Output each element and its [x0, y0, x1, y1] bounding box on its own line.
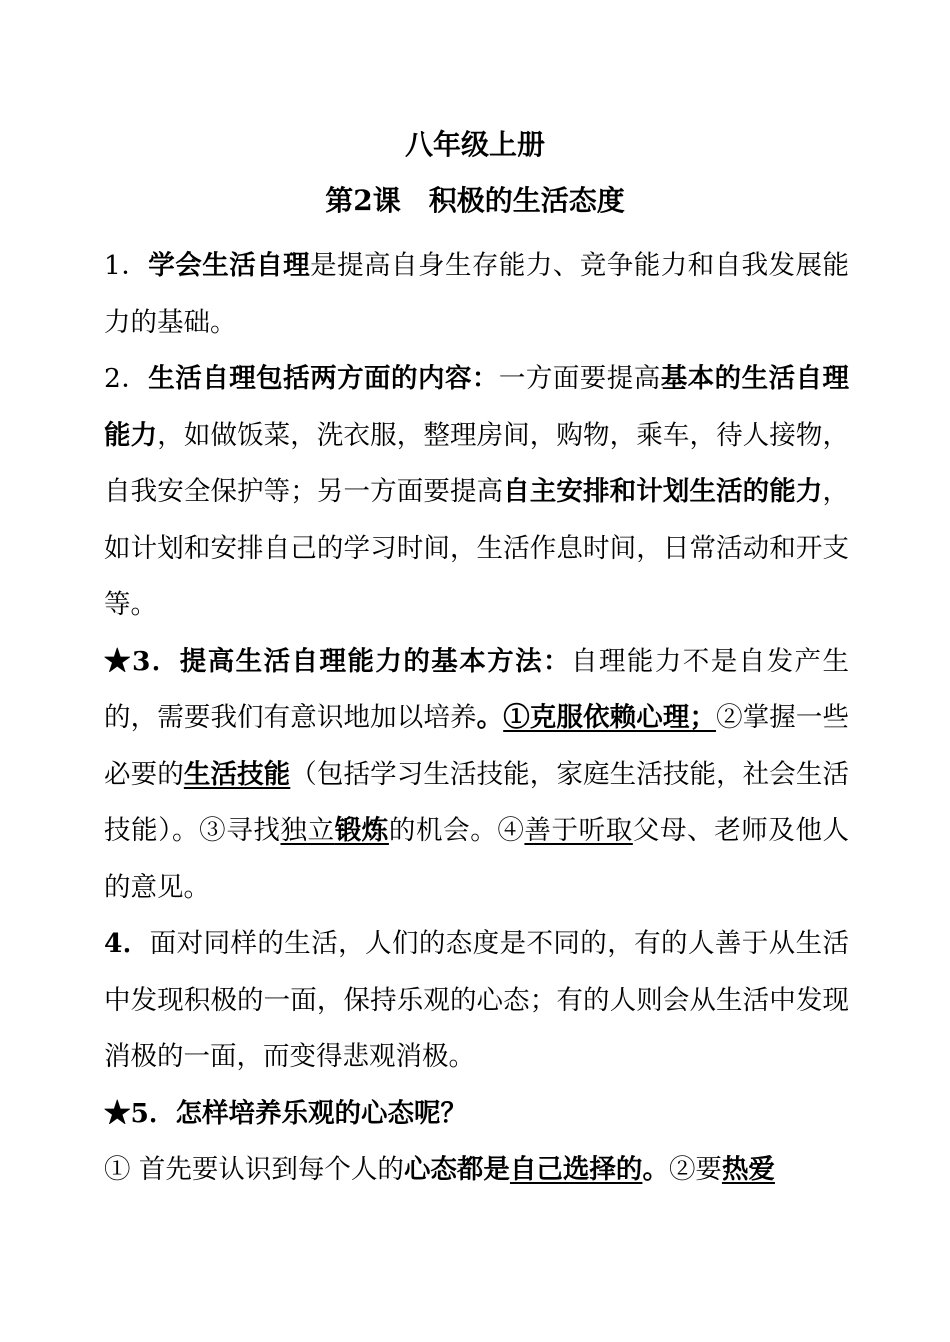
paragraph-text: ②掌握一些必要的 [104, 702, 850, 790]
underlined-bold-phrase: 自己选择的 [509, 1154, 643, 1185]
underlined-bold-phrase: 热爱 [721, 1154, 775, 1185]
item-number: 2． [104, 363, 149, 394]
paragraph-heading: 提高生活自理能力的基本方法： [179, 645, 571, 677]
star-icon: ★ [104, 645, 132, 677]
paragraph-heading: 生活自理包括两方面的内容： [148, 363, 499, 394]
paragraph-text: 自理能力不是自发产生的，需要我们有意识地加以培养 [104, 645, 849, 733]
paragraph-text: ②要 [668, 1154, 722, 1185]
paragraph-heading: 怎样培养乐观的心态呢？ [175, 1097, 467, 1129]
paragraph-text: 父母、老师及他人的意见。 [104, 815, 850, 903]
paragraph-text: 面对同样的生活，人们的态度是不同的，有的人善于从生活中发现积极的一面，保持乐观的心态；有的人则会从生活中发现消极的一面，而变得悲观消极。 [104, 928, 849, 1072]
paragraph-2 [104, 351, 849, 634]
lesson-title: 第2课 积极的生活态度 [325, 184, 625, 217]
underlined-phrase: 独立 [280, 815, 335, 846]
bold-phrase: 学会生活自理 [148, 250, 311, 281]
underlined-bold-phrase: 生活技能 [183, 758, 291, 790]
grade-title: 八年级上册 [404, 128, 545, 161]
item-number: 4． [104, 928, 150, 959]
paragraph-1 [104, 238, 849, 351]
punctuation: 。 [642, 1154, 669, 1185]
item-number: 1． [104, 250, 149, 281]
star-icon: ★ [104, 1097, 131, 1129]
underlined-bold-phrase: 锻炼 [334, 815, 389, 846]
underlined-bold-phrase: ①克服依赖心理； [503, 702, 716, 733]
bold-phrase: 自主安排和计划生活的能力 [503, 476, 823, 507]
paragraph-text: 的机会。④ [388, 815, 525, 846]
paragraph-text: ，如做饭菜，洗衣服，整理房间，购物，乘车，待人接物，自我安全保护等；另一方面要提高 [104, 419, 850, 507]
paragraph-3 [104, 634, 849, 917]
paragraph-6 [104, 1142, 849, 1199]
paragraph-4 [104, 916, 849, 1086]
item-number: 5． [130, 1097, 176, 1129]
document-body [104, 238, 849, 1199]
bold-phrase: 心态都是 [403, 1154, 510, 1185]
paragraph-text: （包括学习生活技能，家庭生活技能，社会生活技能）。③寻找 [104, 758, 850, 846]
punctuation: 。 [476, 702, 504, 733]
paragraph-5 [104, 1086, 849, 1143]
paragraph-text: ① 首先要认识到每个人的 [104, 1154, 404, 1185]
paragraph-text: ，如计划和安排自己的学习时间，生活作息时间，日常活动和开支等。 [104, 476, 850, 620]
underlined-phrase: 善于听取 [524, 815, 633, 846]
paragraph-text: 是提高自身生存能力、竞争能力和自我发展能力的基础。 [104, 250, 849, 338]
item-number: 3． [131, 645, 180, 677]
bold-phrase: 基本的生活自理能力 [104, 363, 850, 451]
paragraph-text: 一方面要提高 [498, 363, 661, 394]
